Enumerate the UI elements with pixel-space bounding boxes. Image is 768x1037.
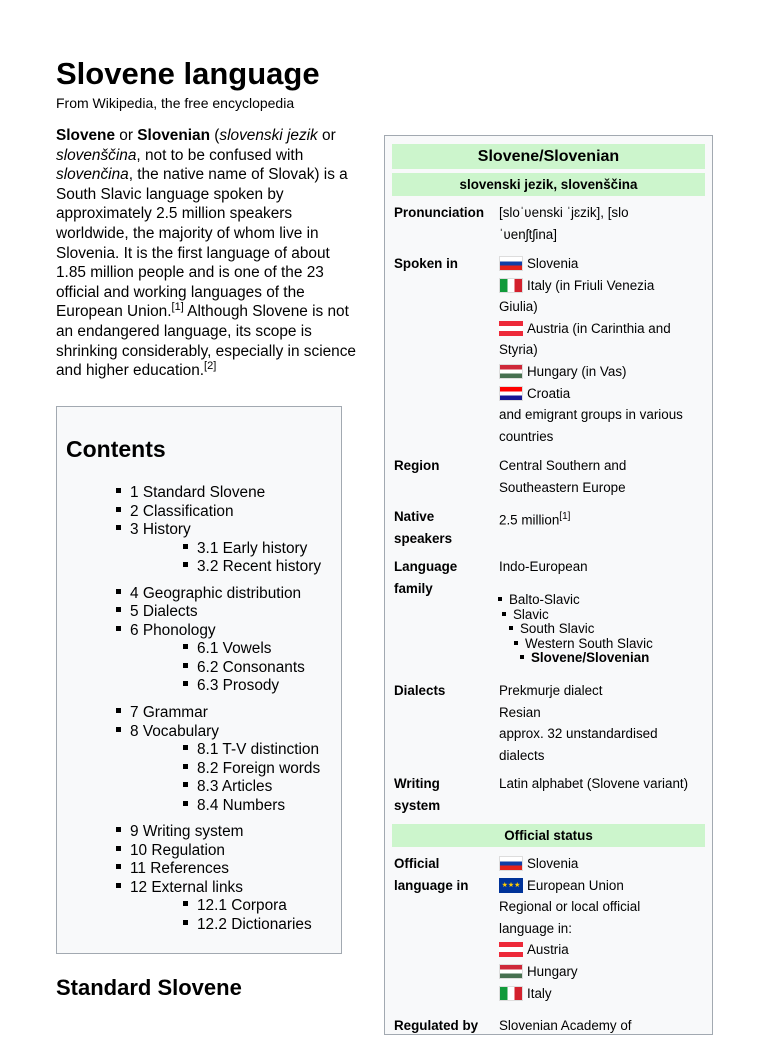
- intro-text: , not to be confused with: [136, 146, 304, 164]
- bullet-icon: [183, 764, 188, 769]
- dialects-label: Dialects: [394, 683, 446, 698]
- section-heading: Standard Slovene: [56, 975, 242, 1000]
- official-hungary: Hungary: [499, 961, 709, 983]
- term-slovenscina: slovenščina: [56, 146, 137, 164]
- official-language-label: Official language in: [394, 856, 469, 893]
- spoken-italy: Italy (in Friuli Venezia: [499, 275, 709, 297]
- toc-item[interactable]: 8.3 Articles: [183, 778, 272, 796]
- spoken-in-label: Spoken in: [394, 256, 458, 271]
- spoken-hungary: Hungary (in Vas): [499, 361, 709, 383]
- infobox: [384, 135, 713, 1035]
- bullet-icon: [183, 644, 188, 649]
- bullet-icon: [116, 846, 121, 851]
- toc-item[interactable]: 4 Geographic distribution: [116, 585, 301, 603]
- reference-link[interactable]: [1]: [171, 301, 184, 314]
- bullet-icon: [116, 488, 121, 493]
- official-regional: Regional or local official: [499, 899, 641, 915]
- eu-flag-icon: ★★★: [499, 878, 523, 893]
- language-family-label: Language family: [394, 559, 458, 596]
- toc-item[interactable]: 6.3 Prosody: [183, 677, 279, 695]
- intro-text: , the native name of Slovak) is a South Slavic language spoken by approximately 2.5 million speakers worldwide, the majority of whom live in Slovenia. It is the first language of about 1.85 million people and is one of the 23 official and working languages of the European Union.: [56, 166, 348, 321]
- bullet-icon: [116, 827, 121, 832]
- toc-item[interactable]: 12 External links: [116, 879, 243, 897]
- bullet-icon: [183, 782, 188, 787]
- language-family-value[interactable]: Indo-European: [499, 559, 588, 574]
- toc-item[interactable]: 8.2 Foreign words: [183, 760, 320, 778]
- toc-item[interactable]: 8 Vocabulary: [116, 723, 219, 741]
- italy-flag-icon: [499, 986, 523, 1001]
- regulated-by-value[interactable]: Slovenian Academy of: [499, 1018, 632, 1033]
- bullet-icon: [116, 589, 121, 594]
- italy-flag-icon: [499, 278, 523, 293]
- family-tree-item: Slovene/Slovenian: [520, 651, 649, 666]
- toc-item[interactable]: 12.2 Dictionaries: [183, 916, 312, 934]
- regulated-by-label: Regulated by: [394, 1018, 479, 1033]
- intro-text: or: [115, 127, 138, 144]
- term-slovene: Slovene: [56, 127, 116, 144]
- region-line: Southeastern Europe: [499, 479, 626, 495]
- toc-item[interactable]: 6.2 Consonants: [183, 659, 305, 677]
- pronunciation-label: Pronunciation: [394, 205, 485, 220]
- bullet-icon: [116, 525, 121, 530]
- official-status-header: Official status: [392, 824, 705, 847]
- toc-item[interactable]: 7 Grammar: [116, 704, 208, 722]
- bullet-icon: [116, 727, 121, 732]
- dialect-item: dialects: [499, 747, 545, 763]
- spoken-austria: Austria (in Carinthia and: [499, 318, 709, 340]
- bullet-icon: [183, 544, 188, 549]
- toc-item[interactable]: 9 Writing system: [116, 823, 243, 841]
- toc-item[interactable]: 3.1 Early history: [183, 540, 307, 558]
- bullet-icon: [183, 801, 188, 806]
- hungary-flag-icon: [499, 964, 523, 979]
- bullet-icon: [520, 655, 524, 659]
- official-slovenia: Slovenia: [499, 853, 709, 875]
- bullet-icon: [116, 626, 121, 631]
- austria-flag-icon: [499, 942, 523, 957]
- toc-item[interactable]: 5 Dialects: [116, 603, 198, 621]
- toc-item[interactable]: 10 Regulation: [116, 842, 225, 860]
- bullet-icon: [116, 507, 121, 512]
- spoken-in-value: [499, 253, 709, 447]
- page-title: Slovene language: [56, 56, 320, 91]
- toc-title: Contents: [66, 436, 166, 462]
- austria-flag-icon: [499, 321, 523, 336]
- spoken-slovenia: Slovenia: [499, 253, 709, 275]
- pronunciation-line: [sloˈʋenski ˈjɛzik], [slo: [499, 205, 629, 220]
- bullet-icon: [183, 663, 188, 668]
- region-label: Region: [394, 458, 440, 473]
- intro-text: or: [317, 127, 336, 144]
- toc-item[interactable]: 2 Classification: [116, 503, 234, 521]
- infobox-title: Slovene/Slovenian: [392, 144, 705, 169]
- toc-item[interactable]: 8.4 Numbers: [183, 797, 285, 815]
- native-speakers-label: Native speakers: [394, 509, 453, 546]
- croatia-flag-icon: [499, 386, 523, 401]
- toc-item[interactable]: 6.1 Vowels: [183, 640, 271, 658]
- term-slovenian: Slovenian: [137, 127, 210, 144]
- intro-text: Although Slovene is not an endangered language, its scope is shrinking considerably, especially in science and higher education.: [56, 303, 356, 380]
- toc-item[interactable]: 3 History: [116, 521, 191, 539]
- intro-text: (: [209, 127, 220, 144]
- bullet-icon: [183, 745, 188, 750]
- dialect-item[interactable]: Prekmurje dialect: [499, 683, 603, 698]
- infobox-native-name: slovenski jezik, slovenščina: [392, 173, 705, 196]
- slovenia-flag-icon: [499, 856, 523, 871]
- bullet-icon: [183, 681, 188, 686]
- bullet-icon: [116, 883, 121, 888]
- term-slovencina: slovenčina: [56, 166, 129, 184]
- dialects-value: [499, 680, 709, 766]
- bullet-icon: [183, 562, 188, 567]
- toc-item[interactable]: 11 References: [116, 860, 229, 878]
- official-language-value: [499, 853, 709, 1004]
- toc-item[interactable]: 1 Standard Slovene: [116, 484, 265, 502]
- toc-item[interactable]: 12.1 Corpora: [183, 897, 287, 915]
- spoken-emigrant-cont: countries: [499, 428, 554, 444]
- region-value: [499, 455, 709, 498]
- bullet-icon: [116, 864, 121, 869]
- writing-system-value[interactable]: Latin alphabet (Slovene variant): [499, 776, 689, 791]
- term-slovenski-jezik: slovenski jezik: [219, 127, 318, 144]
- slovenia-flag-icon: [499, 256, 523, 271]
- pronunciation-line: ˈʋenʃtʃina]: [499, 226, 557, 242]
- intro-paragraph: [56, 126, 362, 381]
- reference-link[interactable]: [1]: [559, 511, 571, 522]
- dialect-item[interactable]: Resian: [499, 704, 541, 720]
- spoken-italy-cont: Giulia): [499, 299, 538, 315]
- pronunciation-value: [499, 202, 709, 245]
- bullet-icon: [502, 612, 506, 616]
- table-of-contents: [56, 406, 342, 954]
- bullet-icon: [509, 626, 513, 630]
- official-eu: ★★★ European Union: [499, 875, 709, 897]
- spoken-croatia: Croatia: [499, 383, 709, 405]
- bullet-icon: [514, 641, 518, 645]
- toc-item[interactable]: 3.2 Recent history: [183, 558, 321, 576]
- family-tree-item[interactable]: Slavic: [502, 608, 549, 623]
- region-line: Central Southern and: [499, 458, 627, 473]
- native-speakers-value: 2.5 million[1]: [499, 511, 571, 528]
- writing-system-label: Writing system: [394, 776, 441, 813]
- bullet-icon: [116, 607, 121, 612]
- toc-item[interactable]: 8.1 T-V distinction: [183, 741, 319, 759]
- official-regional-cont: language in:: [499, 920, 572, 936]
- bullet-icon: [183, 901, 188, 906]
- spoken-austria-cont: Styria): [499, 342, 538, 358]
- family-tree-item[interactable]: Balto-Slavic: [498, 593, 580, 608]
- toc-item[interactable]: 6 Phonology: [116, 622, 216, 640]
- family-tree-item[interactable]: South Slavic: [509, 622, 594, 637]
- reference-link[interactable]: [2]: [204, 360, 217, 372]
- dialect-item: approx. 32 unstandardised: [499, 726, 658, 742]
- bullet-icon: [183, 920, 188, 925]
- official-italy: Italy: [499, 983, 709, 1005]
- hungary-flag-icon: [499, 364, 523, 379]
- page-subtitle: From Wikipedia, the free encyclopedia: [56, 95, 295, 111]
- spoken-emigrant: and emigrant groups in various: [499, 407, 683, 423]
- bullet-icon: [116, 708, 121, 713]
- official-austria: Austria: [499, 939, 709, 961]
- family-tree-item[interactable]: Western South Slavic: [514, 637, 653, 652]
- bullet-icon: [498, 597, 502, 601]
